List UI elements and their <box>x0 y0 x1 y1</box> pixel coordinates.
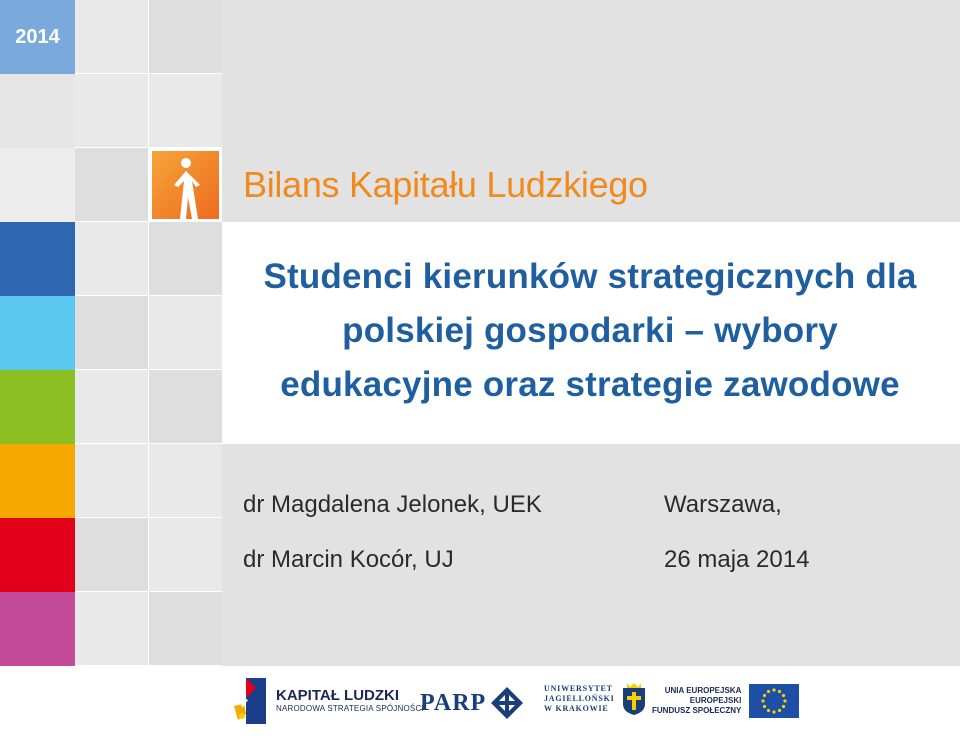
ue-line-3: FUNDUSZ SPOŁECZNY <box>652 706 742 715</box>
brand-title: Bilans Kapitału Ludzkiego <box>243 164 648 205</box>
strip-magenta <box>0 592 75 666</box>
uj-line-1: UNIWERSYTET <box>544 684 613 693</box>
author-1: dr Magdalena Jelonek, UEK <box>243 491 542 518</box>
kapital-ludzki-subtitle: NARODOWA STRATEGIA SPÓJNOŚCI <box>276 704 424 713</box>
presentation-title <box>230 250 950 412</box>
strip-blue <box>0 222 75 296</box>
year-badge: 2014 <box>0 0 75 74</box>
event-date: 26 maja 2014 <box>664 546 810 573</box>
uj-logo <box>544 682 647 716</box>
title-line-1: Studenci kierunków strategicznych dla <box>263 257 917 296</box>
uj-crest-icon <box>621 682 647 716</box>
left-color-strip <box>0 0 75 666</box>
kapital-ludzki-name: KAPITAŁ LUDZKI <box>276 687 400 704</box>
title-line-3: edukacyjne oraz strategie zawodowe <box>280 365 900 404</box>
footer-logos <box>0 666 960 739</box>
strip-red <box>0 518 75 592</box>
uj-line-3: W KRAKOWIE <box>544 704 609 713</box>
event-place: Warszawa, <box>664 491 782 518</box>
kapital-ludzki-logo <box>232 676 424 726</box>
kapital-ludzki-emblem-icon <box>232 676 268 726</box>
bkl-logo <box>149 148 222 222</box>
uj-line-2: JAGIELLOŃSKI <box>544 694 615 703</box>
strip-green <box>0 370 75 444</box>
strip-yellow <box>0 444 75 518</box>
author-2: dr Marcin Kocór, UJ <box>243 546 454 573</box>
parp-text: PARP <box>420 689 487 716</box>
title-line-2: polskiej gospodarki – wybory <box>342 311 838 350</box>
parp-diamond-icon <box>490 686 524 720</box>
grid-cell <box>0 74 75 148</box>
parp-logo <box>420 686 524 720</box>
grid-cell <box>0 148 75 222</box>
eu-logo <box>652 684 799 718</box>
strip-light-blue <box>0 296 75 370</box>
walking-person-icon <box>152 151 219 219</box>
ue-line-1: UNIA EUROPEJSKA <box>664 686 742 695</box>
ue-line-2: EUROPEJSKI <box>689 696 742 705</box>
eu-flag-icon <box>749 684 799 718</box>
